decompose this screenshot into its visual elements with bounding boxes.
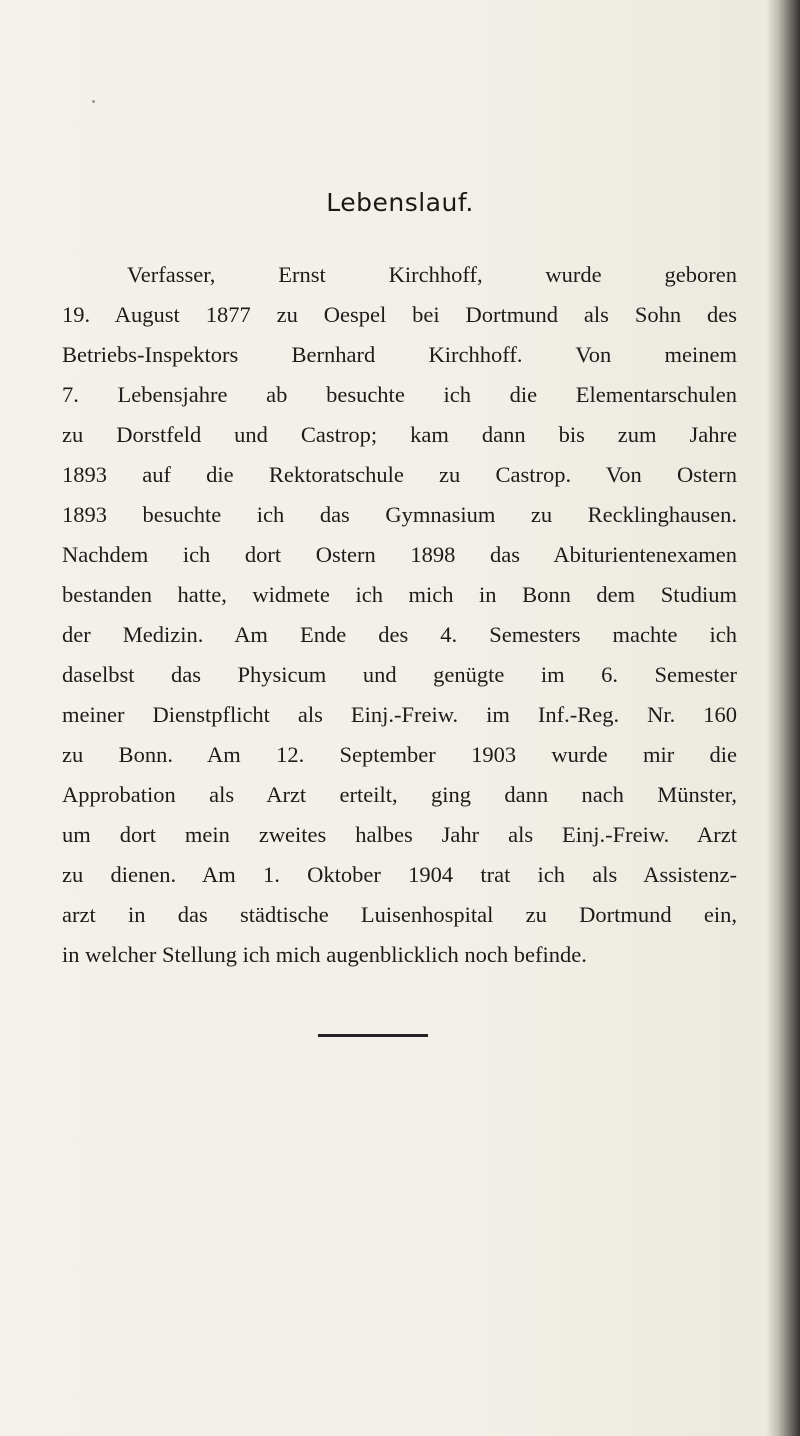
text-line: 7. Lebensjahre ab besuchte ich die Elementarschulen (62, 382, 737, 407)
text-line: Verfasser, Ernst Kirchhoff, wurde geboren (127, 262, 737, 287)
closing-rule (318, 1034, 428, 1037)
text-line: bestanden hatte, widmete ich mich in Bonn dem Studium (62, 582, 737, 607)
text-line: meiner Dienstpflicht als Einj.-Freiw. im Inf.-Reg. Nr. 160 (62, 702, 737, 727)
text-line: zu dienen. Am 1. Oktober 1904 trat ich als Assistenz- (62, 862, 737, 887)
text-line: zu Dorstfeld und Castrop; kam dann bis zum Jahre (62, 422, 737, 447)
document-body (62, 255, 737, 975)
text-line: in welcher Stellung ich mich augenblicklich noch befinde. (62, 942, 587, 967)
paper-speck (92, 100, 95, 103)
text-line: 19. August 1877 zu Oespel bei Dortmund als Sohn des (62, 302, 737, 327)
text-line: Nachdem ich dort Ostern 1898 das Abiturientenexamen (62, 542, 737, 567)
text-line: 1893 auf die Rektoratschule zu Castrop. Von Ostern (62, 462, 737, 487)
text-line: arzt in das städtische Luisenhospital zu Dortmund ein, (62, 902, 737, 927)
text-line: 1893 besuchte ich das Gymnasium zu Recklinghausen. (62, 502, 737, 527)
text-line: daselbst das Physicum und genügte im 6. Semester (62, 662, 737, 687)
text-line: Betriebs-Inspektors Bernhard Kirchhoff. Von meinem (62, 342, 737, 367)
text-line: zu Bonn. Am 12. September 1903 wurde mir die (62, 742, 737, 767)
text-line: der Medizin. Am Ende des 4. Semesters machte ich (62, 622, 737, 647)
text-line: Approbation als Arzt erteilt, ging dann nach Münster, (62, 782, 737, 807)
text-line: um dort mein zweites halbes Jahr als Einj.-Freiw. Arzt (62, 822, 737, 847)
document-title: Lebenslauf. (326, 188, 474, 217)
